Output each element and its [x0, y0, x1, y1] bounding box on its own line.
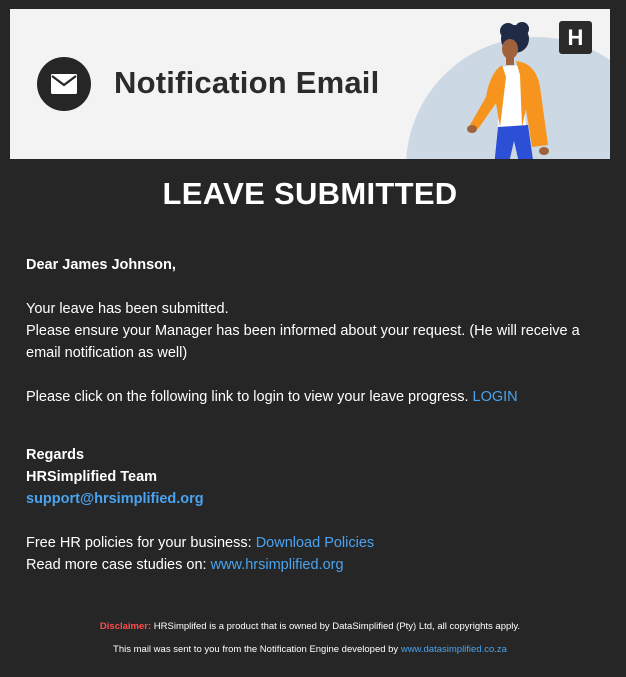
sent-notice	[0, 638, 620, 661]
policies-prefix: Free HR policies for your business:	[26, 535, 252, 551]
footer	[0, 615, 620, 661]
support-email-link[interactable]: support@hrsimplified.org	[26, 491, 204, 507]
manager-notice: Please ensure your Manager has been informed about your request. (He will receive a email notification as well)	[26, 323, 580, 361]
datasimplified-link[interactable]: www.datasimplified.co.za	[400, 644, 507, 655]
login-prefix: Please click on the following link to login to view your leave progress.	[26, 389, 469, 405]
page-title: LEAVE SUBMITTED	[162, 176, 458, 211]
submitted-line: Your leave has been submitted.	[26, 301, 229, 317]
envelope-icon	[50, 73, 78, 95]
disclaimer-text: HRSimplifed is a product that is owned by DataSimplified (Pty) Ltd, all copyrights apply.	[153, 621, 521, 632]
case-studies-link[interactable]: www.hrsimplified.org	[210, 557, 344, 573]
disclaimer	[0, 615, 620, 638]
header-banner	[10, 9, 610, 159]
case-studies-prefix: Read more case studies on:	[26, 557, 207, 573]
download-policies-link[interactable]: Download Policies	[255, 535, 375, 551]
regards-text: Regards	[26, 447, 85, 463]
banner-title: Notification Email	[114, 65, 380, 100]
team-name: HRSimplified Team	[26, 469, 158, 485]
email-body	[26, 254, 611, 576]
login-link[interactable]: LOGIN	[472, 389, 518, 405]
envelope-badge	[37, 57, 91, 111]
hr-logo: H	[559, 21, 592, 54]
policies-line	[26, 532, 611, 554]
greeting: Dear James Johnson,	[26, 257, 176, 273]
login-line	[26, 386, 611, 408]
disclaimer-label: Disclaimer:	[99, 621, 152, 632]
case-studies-line	[26, 554, 611, 576]
sent-prefix: This mail was sent to you from the Notification Engine developed by	[113, 644, 399, 655]
